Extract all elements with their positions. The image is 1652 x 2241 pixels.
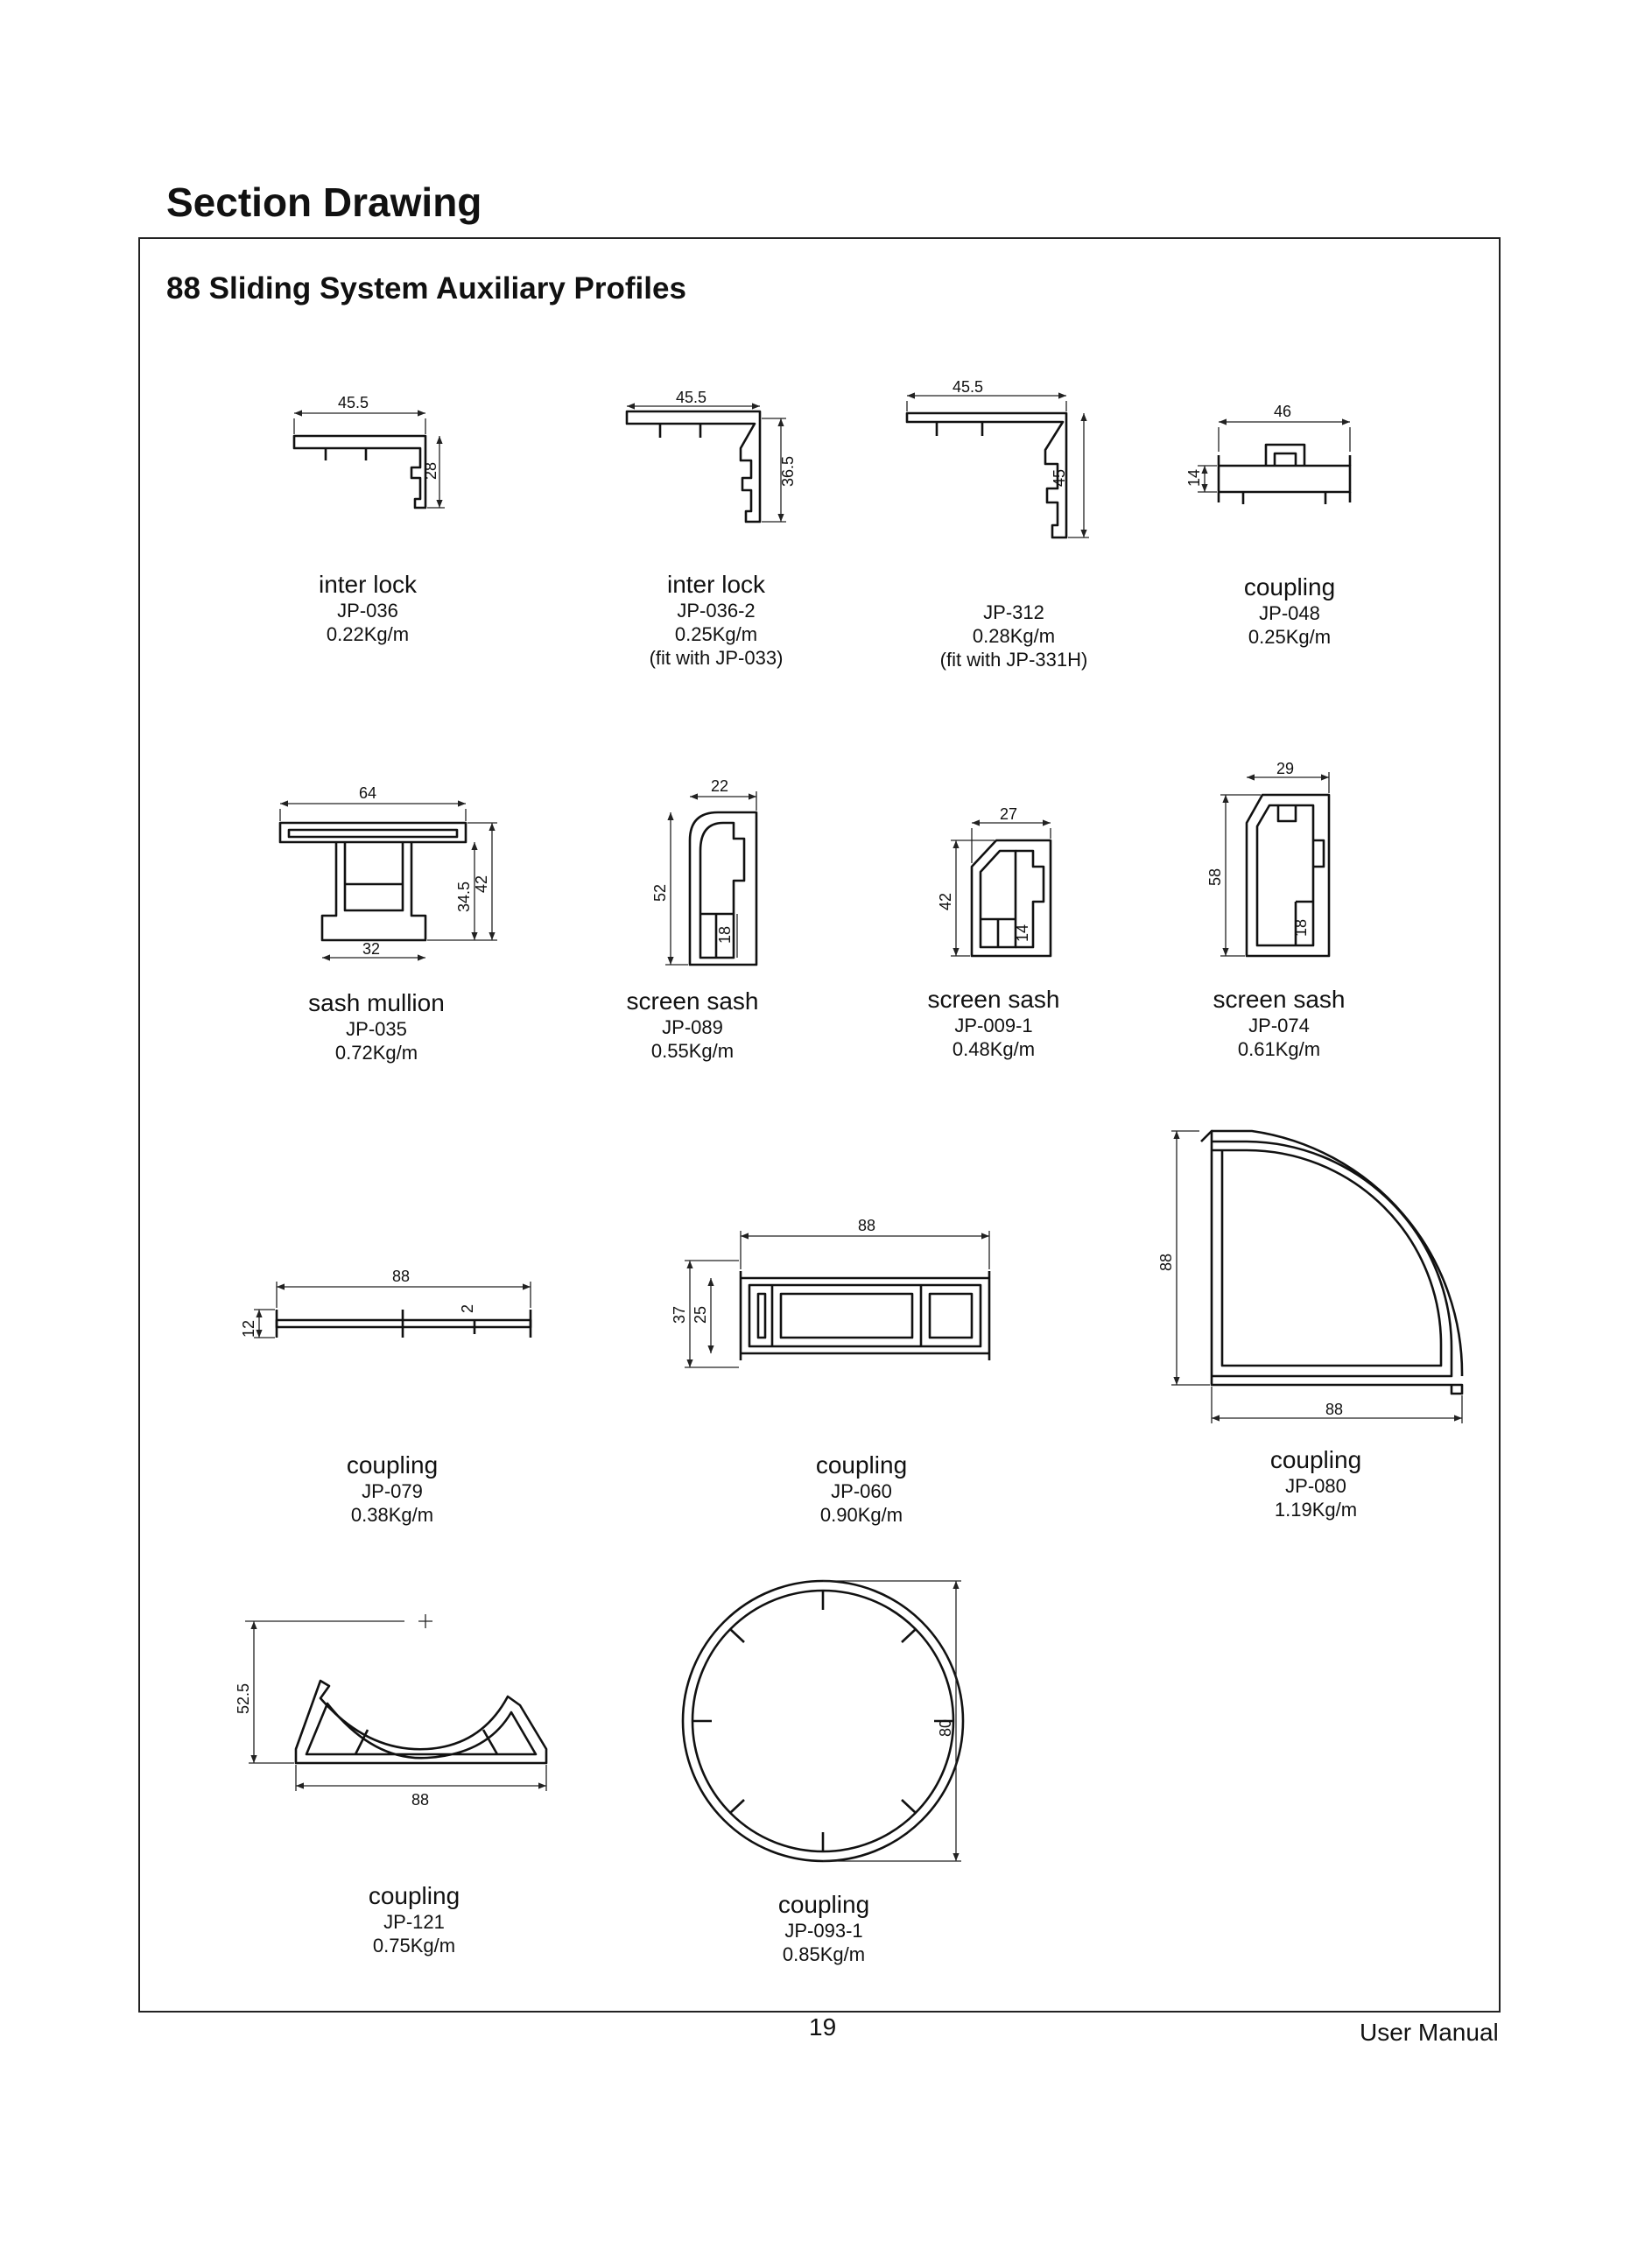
profile-weight: 0.22Kg/m bbox=[326, 623, 410, 645]
page-title: Section Drawing bbox=[166, 179, 482, 225]
dim-label: 42 bbox=[473, 875, 490, 893]
dim-label: 28 bbox=[422, 461, 439, 480]
profile-drawing-jp-035 bbox=[280, 784, 497, 958]
profile-caption-jp-060 bbox=[721, 1451, 1002, 1527]
profile-code: JP-036-2 bbox=[677, 600, 756, 622]
profile-caption-jp-080 bbox=[1176, 1446, 1456, 1521]
dim-label: 42 bbox=[937, 892, 954, 910]
profile-caption-jp-312 bbox=[874, 601, 1154, 671]
profile-drawing-jp-036 bbox=[294, 394, 445, 508]
profile-code: JP-080 bbox=[1285, 1475, 1346, 1497]
dim-label: 58 bbox=[1206, 868, 1224, 886]
profile-name: coupling bbox=[346, 1451, 439, 1479]
profile-weight: 0.61Kg/m bbox=[1237, 1038, 1321, 1060]
profile-drawing-jp-009-1 bbox=[937, 805, 1051, 956]
profile-drawing-jp-121 bbox=[235, 1614, 546, 1809]
dim-label: 45.5 bbox=[676, 389, 707, 406]
dim-label: 88 bbox=[411, 1791, 430, 1809]
profile-caption-jp-121 bbox=[274, 1882, 554, 1957]
profile-drawing-jp-312 bbox=[907, 378, 1089, 537]
profile-weight: 0.28Kg/m bbox=[972, 625, 1056, 647]
profile-code: JP-074 bbox=[1248, 1015, 1310, 1036]
profile-caption-jp-035 bbox=[236, 989, 517, 1064]
profile-code: JP-093-1 bbox=[784, 1920, 863, 1942]
profile-drawing-jp-093-1 bbox=[683, 1581, 963, 1861]
profile-name: coupling bbox=[777, 1891, 870, 1918]
profile-weight: 0.75Kg/m bbox=[372, 1935, 456, 1956]
dim-label: 29 bbox=[1276, 760, 1295, 777]
profile-caption-jp-048 bbox=[1149, 573, 1430, 649]
profile-caption-jp-036 bbox=[228, 571, 508, 646]
dim-label: 52.5 bbox=[235, 1683, 252, 1714]
profile-drawing-jp-060 bbox=[671, 1217, 989, 1367]
profile-weight: 0.85Kg/m bbox=[782, 1943, 866, 1965]
dim-label: 2 bbox=[459, 1303, 476, 1313]
dim-label: 32 bbox=[362, 940, 381, 958]
dim-label: 25 bbox=[692, 1305, 709, 1324]
dim-label: 52 bbox=[651, 883, 669, 902]
profile-drawing-jp-079 bbox=[240, 1268, 531, 1338]
profile-caption-jp-009-1 bbox=[854, 986, 1134, 1061]
dim-label: 88 bbox=[1325, 1401, 1344, 1418]
profile-code: JP-048 bbox=[1259, 602, 1320, 624]
dim-label: 45.5 bbox=[953, 378, 984, 396]
dim-label: 88 bbox=[1157, 1253, 1175, 1271]
dim-label: 80 bbox=[937, 1718, 954, 1737]
profile-weight: 0.55Kg/m bbox=[650, 1040, 735, 1062]
profile-caption-jp-089 bbox=[552, 987, 833, 1063]
profile-name: inter lock bbox=[318, 571, 418, 598]
profile-note: (fit with JP-033) bbox=[649, 647, 784, 669]
profile-drawing-jp-048 bbox=[1185, 403, 1350, 504]
profile-name: coupling bbox=[815, 1451, 908, 1479]
profile-weight: 1.19Kg/m bbox=[1274, 1499, 1358, 1521]
profile-name: sash mullion bbox=[308, 989, 445, 1016]
profile-code: JP-009-1 bbox=[954, 1015, 1033, 1036]
profile-name: screen sash bbox=[927, 986, 1060, 1013]
dim-label: 45.5 bbox=[338, 394, 369, 411]
profile-code: JP-060 bbox=[831, 1480, 892, 1502]
dim-label: 18 bbox=[1292, 918, 1310, 937]
profile-name: inter lock bbox=[666, 571, 766, 598]
dim-label: 27 bbox=[1000, 805, 1018, 823]
profile-weight: 0.25Kg/m bbox=[674, 623, 758, 645]
dim-label: 34.5 bbox=[455, 881, 473, 912]
dim-label: 22 bbox=[711, 777, 729, 795]
profile-code: JP-035 bbox=[346, 1018, 407, 1040]
profile-code: JP-079 bbox=[362, 1480, 423, 1502]
profile-code: JP-312 bbox=[983, 601, 1044, 623]
profile-caption-jp-093-1 bbox=[684, 1891, 964, 1966]
profile-drawing-jp-080 bbox=[1157, 1131, 1462, 1423]
dim-label: 45 bbox=[1051, 468, 1068, 487]
profile-weight: 0.72Kg/m bbox=[334, 1042, 418, 1064]
profile-weight: 0.90Kg/m bbox=[819, 1504, 903, 1526]
profile-weight: 0.48Kg/m bbox=[952, 1038, 1036, 1060]
profile-code: JP-036 bbox=[337, 600, 398, 622]
dim-label: 37 bbox=[671, 1305, 688, 1324]
profile-code: JP-089 bbox=[662, 1016, 723, 1038]
profile-name: screen sash bbox=[626, 987, 759, 1015]
dim-label: 36.5 bbox=[779, 455, 797, 487]
dim-label: 18 bbox=[716, 925, 734, 944]
dim-label: 64 bbox=[359, 784, 377, 802]
profile-drawing-jp-036-2 bbox=[627, 389, 797, 522]
page-number: 19 bbox=[809, 2013, 837, 2041]
profile-name: screen sash bbox=[1213, 986, 1346, 1013]
profile-caption-jp-079 bbox=[252, 1451, 532, 1527]
profile-name: coupling bbox=[368, 1882, 460, 1909]
profile-code: JP-121 bbox=[383, 1911, 445, 1933]
profile-drawing-jp-074 bbox=[1206, 760, 1329, 956]
dim-label: 14 bbox=[1185, 468, 1203, 487]
footer-label: User Manual bbox=[1360, 2019, 1499, 2046]
profile-name: coupling bbox=[1243, 573, 1336, 601]
profile-note: (fit with JP-331H) bbox=[939, 649, 1088, 671]
profile-caption-jp-074 bbox=[1139, 986, 1419, 1061]
section-title: 88 Sliding System Auxiliary Profiles bbox=[166, 271, 686, 306]
profile-name: coupling bbox=[1269, 1446, 1362, 1473]
dim-label: 14 bbox=[1014, 924, 1031, 942]
dim-label: 88 bbox=[392, 1268, 411, 1285]
profile-caption-jp-036-2 bbox=[576, 571, 856, 670]
dim-label: 46 bbox=[1274, 403, 1292, 420]
dim-label: 88 bbox=[858, 1217, 876, 1234]
profile-weight: 0.38Kg/m bbox=[350, 1504, 434, 1526]
profile-drawing-jp-089 bbox=[651, 777, 756, 965]
profile-weight: 0.25Kg/m bbox=[1248, 626, 1332, 648]
dim-label: 12 bbox=[240, 1319, 257, 1338]
